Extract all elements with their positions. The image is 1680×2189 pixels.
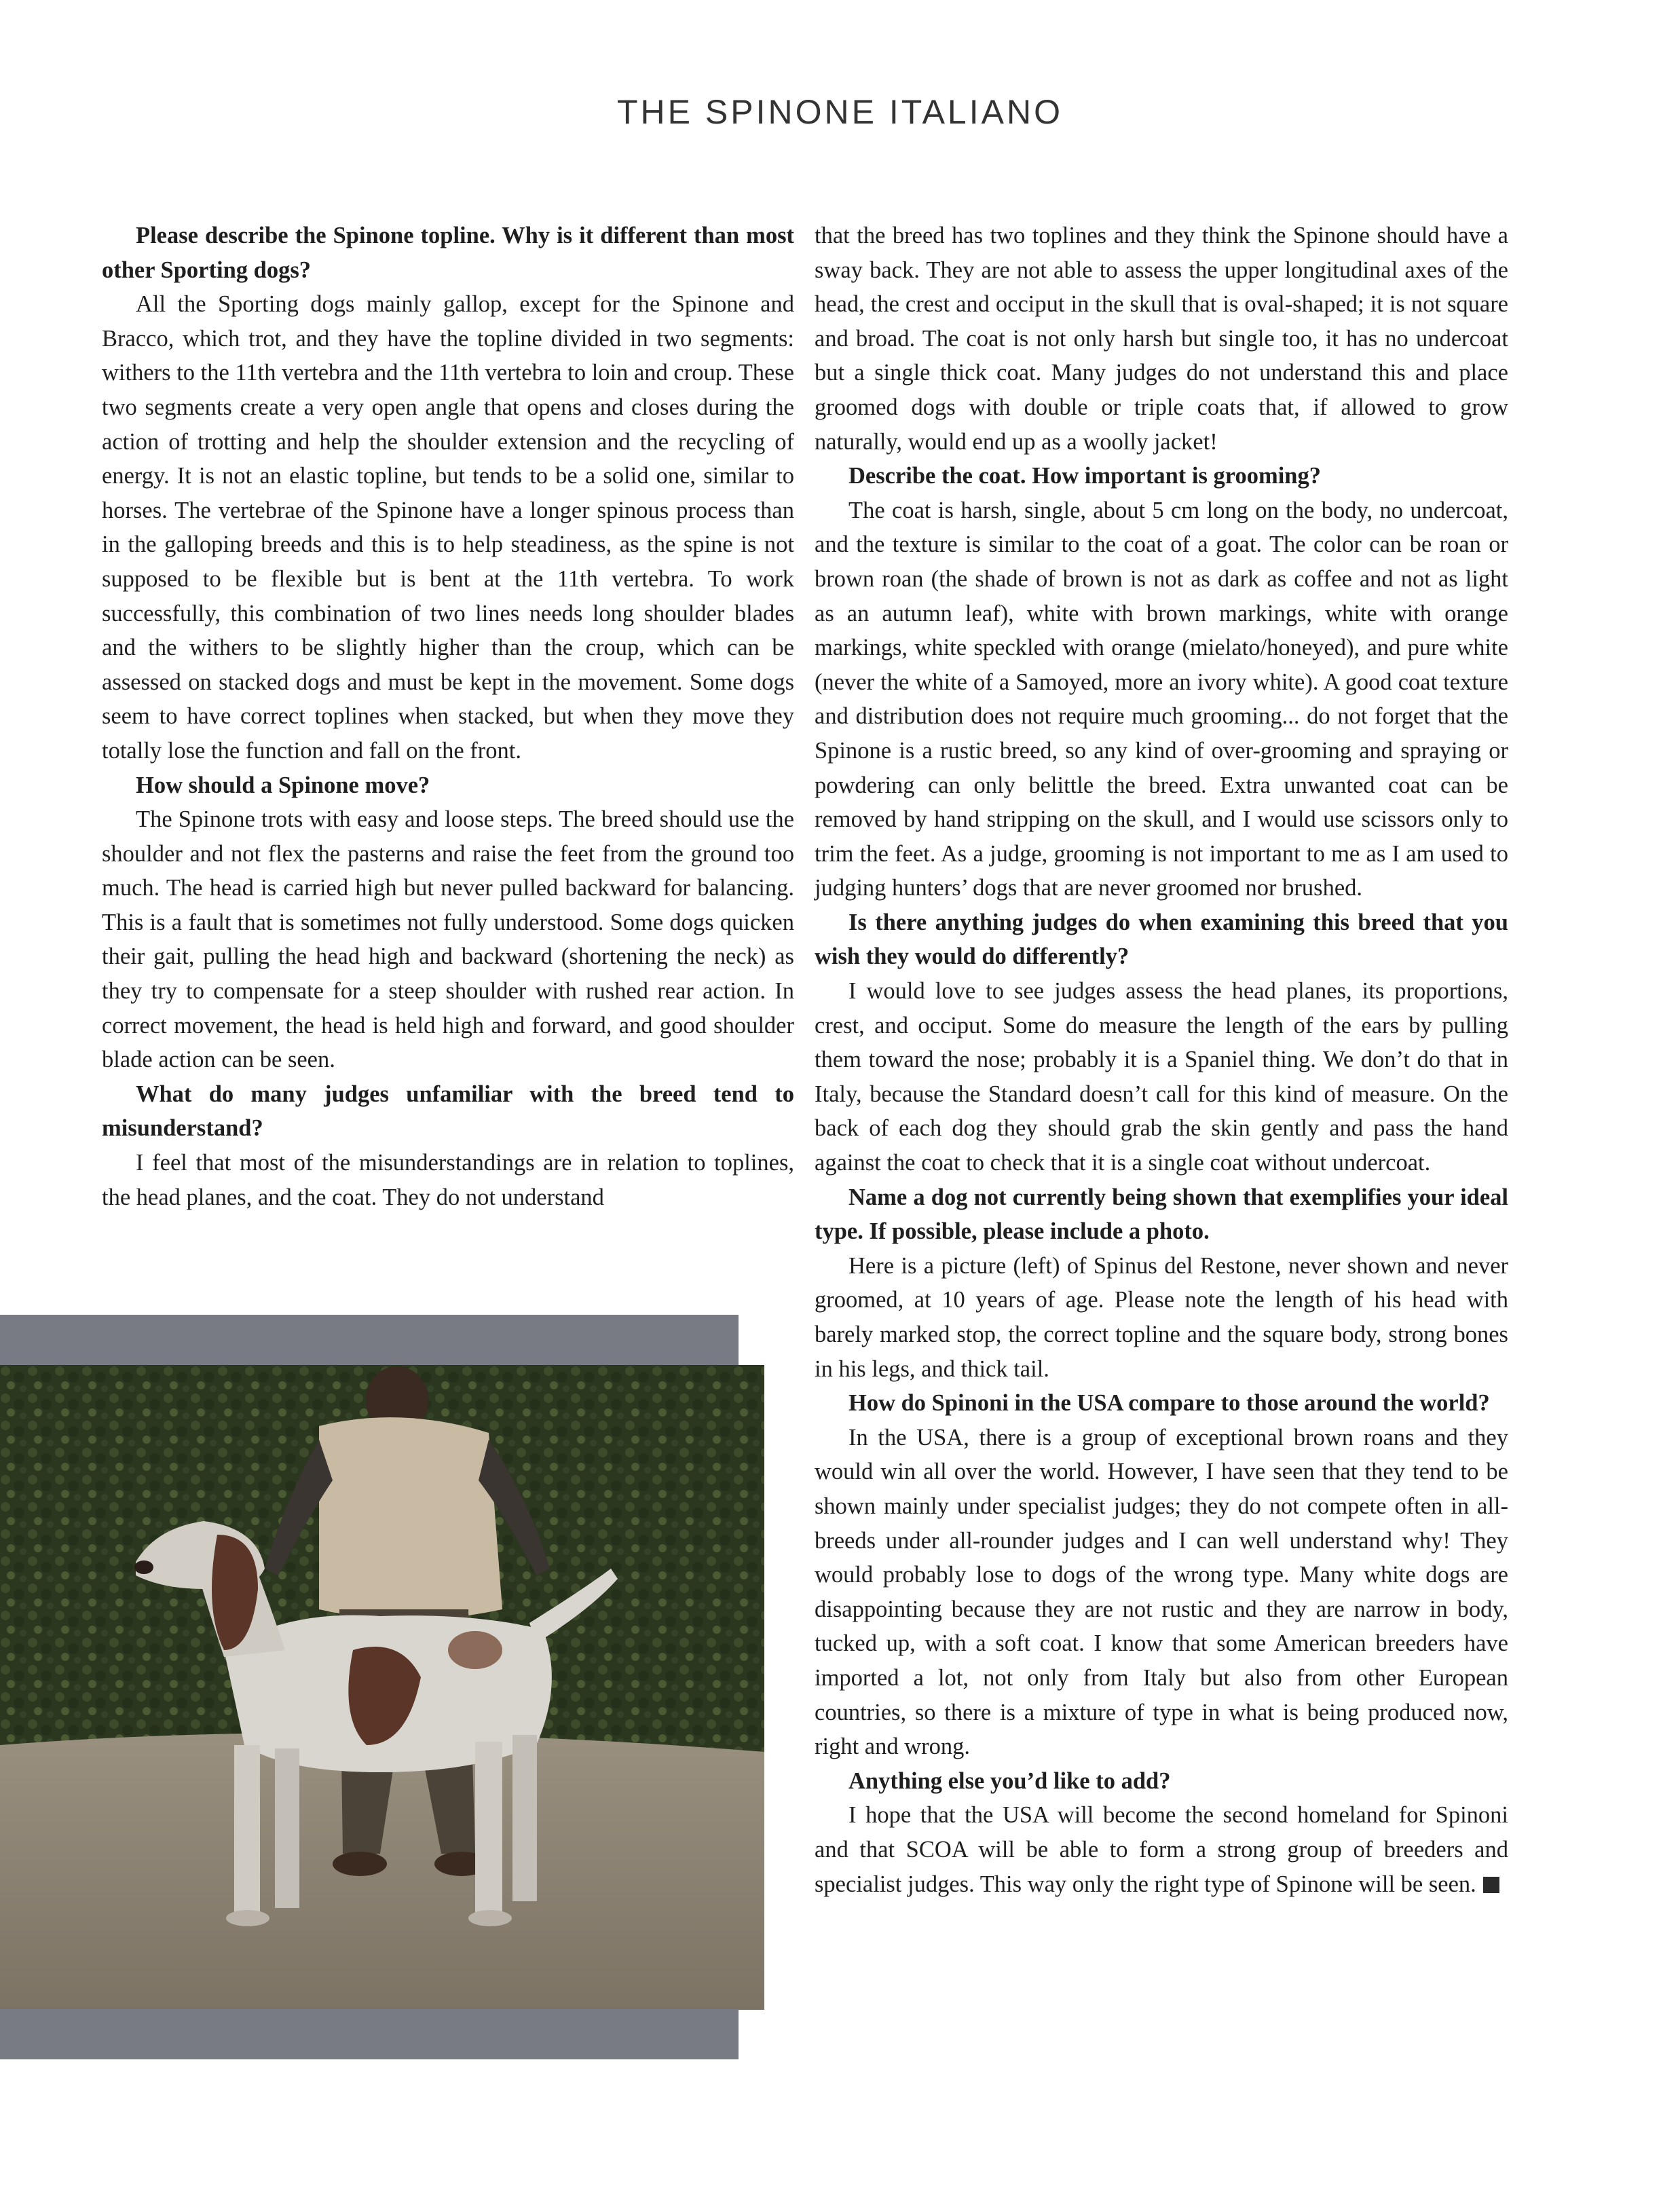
question-coat: Describe the coat. How important is grooming? bbox=[848, 463, 1321, 489]
answer-misunderstand-continued: that the breed has two toplines and they think the Spinone should have a sway back. They are not able to assess the upper longitudinal axes of the head, the crest and occiput in the skull that is oval-shaped; it is not square and broad. The coat is not only harsh but single too, it has no undercoat but a single thick coat. Many judges do not understand this and place groomed dogs with double or triple coats that, if allowed to grow naturally, would end up as a woolly jacket! bbox=[815, 223, 1508, 455]
answer-coat: The coat is harsh, single, about 5 cm long on the body, no undercoat, and the texture is similar to the coat of a goat. The color can be roan or brown roan (the shade of brown is not as dark as coffee and not as light as an autumn leaf), white with brown markings, white with orange markings, white speckled with orange (mielato/honeyed), and pure white (never the white of a Samoyed, more an ivory white). A good coat texture and distribution does not require much grooming... do not forget that the Spinone is a rustic breed, so any kind of over-grooming and spraying or powdering can only belittle the breed. Extra unwanted coat can be removed by hand stripping on the skull, and I would use scissors only to trim the feet. As a judge, grooming is not important to me as I am used to judging hunters’ dogs that are never groomed nor brushed. bbox=[815, 497, 1508, 901]
left-column bbox=[102, 219, 794, 1214]
end-of-article-mark bbox=[1483, 1877, 1499, 1893]
answer-usa-compare: In the USA, there is a group of exceptional brown roans and they would win all over the world. However, I have seen that they tend to be shown mainly under specialist judges; they do not compete often in all-breeds under all-rounder judges and I can well understand why! They would probably lose to dogs of the wrong type. Many white dogs are disappointing because they are not rustic and they are narrow in body, tucked up, with a soft coat. I know that some American breeders have imported a lot, not only from Italy but also from other European countries, so there is a mixture of type in what is being produced now, right and wrong. bbox=[815, 1424, 1508, 1760]
question-judges: Is there anything judges do when examining this breed that you wish they would do differently? bbox=[815, 909, 1508, 970]
answer-anything-else bbox=[815, 1798, 1508, 1901]
right-column bbox=[815, 219, 1508, 1901]
question-ideal-dog: Name a dog not currently being shown that exemplifies your ideal type. If possible, please include a photo. bbox=[815, 1184, 1508, 1245]
question-anything-else: Anything else you’d like to add? bbox=[848, 1767, 1171, 1794]
question-misunderstand: What do many judges unfamiliar with the breed tend to misunderstand? bbox=[102, 1081, 794, 1142]
question-topline: Please describe the Spinone topline. Why is it different than most other Sporting dogs? bbox=[102, 223, 794, 283]
dog-photo bbox=[0, 1365, 764, 2010]
answer-misunderstand: I feel that most of the misunderstandings are in relation to toplines, the head planes, and the coat. They do not understand bbox=[102, 1150, 794, 1210]
answer-movement: The Spinone trots with easy and loose steps. The breed should use the shoulder and not flex the pasterns and raise the feet from the ground too much. The head is carried high but never pulled backward for balancing. This is a fault that is sometimes not fully understood. Some dogs quicken their gait, pulling the head high and backward (shortening the neck) as they try to compensate for a steep shoulder with rushed rear action. In correct movement, the head is held high and forward, and good shoulder blade action can be seen. bbox=[102, 806, 794, 1073]
answer-topline: All the Sporting dogs mainly gallop, except for the Spinone and Bracco, which trot, and they have the topline divided in two segments: withers to the 11th vertebra and the 11th vertebra to loin and croup. These two segments create a very open angle that opens and closes during the action of trotting and help the shoulder extension and the recycling of energy. It is not an elastic topline, but tends to be a solid one, similar to horses. The vertebrae of the Spinone have a longer spinous process than in the galloping breeds and this is to help steadiness, as the spine is not supposed to be flexible but is bent at the 11th vertebra. To work successfully, this combination of two lines needs long shoulder blades and the withers to be slightly higher than the croup, which can be assessed on stacked dogs and must be kept in the movement. Some dogs seem to have correct toplines when stacked, but when they move they totally lose the function and fall on the front. bbox=[102, 291, 794, 764]
question-movement: How should a Spinone move? bbox=[136, 772, 430, 798]
photo-frame-band-bottom bbox=[0, 2009, 739, 2059]
answer-anything-else-text: I hope that the USA will become the second homeland for Spinoni and that SCOA will be able to form a strong group of breeders and specialist judges. This way only the right type of Spinone will be seen. bbox=[815, 1802, 1508, 1897]
photo-frame-band-top bbox=[0, 1315, 739, 1365]
running-head: THE SPINONE ITALIANO bbox=[617, 93, 1063, 131]
question-usa-compare: How do Spinoni in the USA compare to those around the world? bbox=[848, 1390, 1490, 1417]
answer-judges: I would love to see judges assess the head planes, its proportions, crest, and occiput. Some do measure the length of the ears by pulling them toward the nose; probably it is a Spaniel thing. We don’t do that in Italy, because the Standard doesn’t call for this kind of measure. On the back of each dog they should grab the skin gently and pass the hand against the coat to check that it is a single coat without undercoat. bbox=[815, 978, 1508, 1176]
answer-ideal-dog: Here is a picture (left) of Spinus del Restone, never shown and never groomed, at 10 years of age. Please note the length of his head with barely marked stop, the correct topline and the square body, strong bones in his legs, and thick tail. bbox=[815, 1252, 1508, 1382]
